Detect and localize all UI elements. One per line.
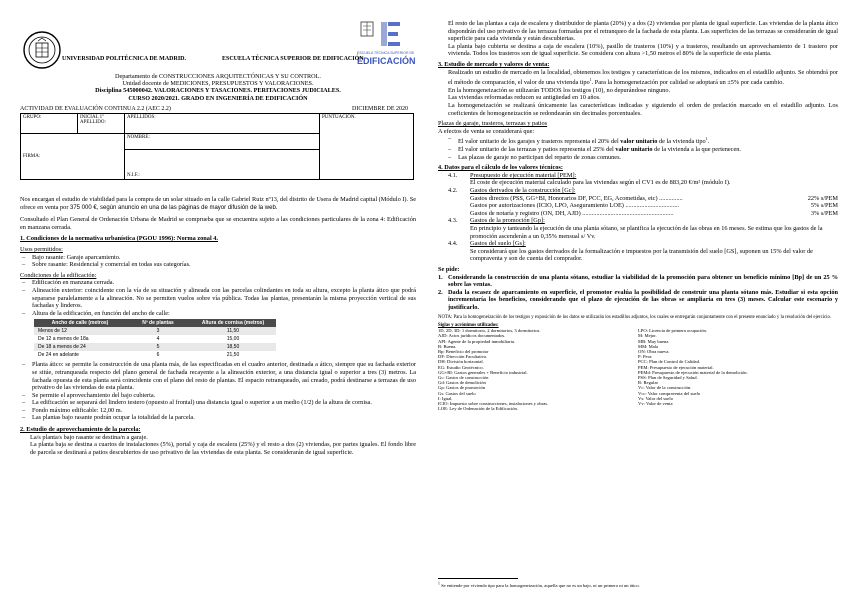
table-cell: 15,00	[226, 336, 240, 343]
table-cell: Menos de 12	[34, 327, 126, 335]
sigla-item: EG: Estudio Geotécnico.	[438, 364, 484, 370]
sigla-item: Vcc: Valor compraventa del suelo	[638, 390, 701, 396]
gastos-value: 3% s/PEM	[810, 209, 838, 217]
activity-title: ACTIVIDAD DE EVALUACIÓN CONTINUA 2.2 (AEC 2.2)	[20, 106, 171, 112]
height-table-header: Altura de cornisa (metros)	[190, 319, 276, 327]
logo-text: EDIFICACIÓN	[357, 56, 416, 66]
s3-p1a: Realizado un estudio de mercado en la localidad, obtenemos los testigos y características de los mismos, indicados en el estadillo adjunto. Se obtendrá por el método de comparación, el valor de una vivienda tipo	[448, 68, 838, 87]
plazas-1b: valor unitario	[620, 138, 658, 146]
pide-number: 2.	[438, 288, 443, 296]
sub-text: Se considerará que los gastos derivados de la formalización e impuestos por la transmisión del suelo [GS], suponen un 15% del valor de compraventa y son de cuenta del comprador.	[470, 247, 813, 263]
footnote-text	[438, 583, 640, 588]
intro-1b: 375 000 €, según anuncio en una de las páginas de mayor difusión de la web.	[70, 204, 278, 211]
sub-4-2	[438, 187, 838, 217]
sigla-item: LPO: Licencia de primera ocupación.	[638, 328, 708, 334]
cond2-item: – Se permite el aprovechamiento del bajo cubierta.	[32, 392, 416, 400]
dept-line-4: CURSO 2020/2021. GRADO EN INGENIERÍA DE EDIFICACIÓN	[128, 94, 308, 102]
gastos-row	[470, 202, 838, 210]
dept-line-3: Disciplina 545000042. VALORACIONES Y TASACIONES. PERITACIONES JUDICIALES.	[95, 87, 341, 95]
height-table	[34, 319, 276, 359]
sigla-item: Vc: Valor de la construcción.	[638, 385, 692, 391]
table-cell: 4	[156, 336, 160, 343]
intro-paragraph-1	[20, 196, 416, 212]
sub-title: Gastos del suelo [Gs]:	[470, 240, 526, 248]
sub-title: Gastos derivados de la construcción [Gc]:	[470, 187, 576, 195]
pide-item-1	[438, 274, 838, 289]
right-paragraph-1: El resto de las plantas a caja de escalera y distribuidor de planta (20%) y a dos (2) viviendas por planta de igual superficie. Las viviendas de la planta ático dispondrán del uso privativo de las terrazas formadas por el retranqueo de la fachada de esta planta. Las superficies de las terrazas se considerarán de igual superficie para cada vivienda y están descubiertas.	[448, 20, 838, 43]
pide-title: Se pide:	[438, 266, 460, 273]
plazas-item: – Las plazas de garaje no participan del reparto de zonas comunes.	[458, 154, 838, 162]
cond2-item: – Planta ático: se permite la construcción de una planta más, de las especificadas en el cuadro anterior, destinada a ático, siempre que su fachada exterior se sitúe, retranqueada respecto del plano general de fachada recayente a la alineación exterior, a una distancia igual o superior a tres (3) metros. La fachada opuesta de esta planta será coincidente con el plano del resto de plantas. El espacio retranqueado, así creado, podrá destinarse a terrazas de uso privativo de las viviendas de esta planta.	[32, 361, 416, 391]
sub-4-4	[438, 240, 838, 263]
sigla-item: AJD: Actos jurídicos documentados.	[438, 333, 506, 339]
cond-item: – Edificación en manzana cerrada.	[32, 279, 416, 287]
sigla-item: Bp: Beneficio del promotor	[438, 348, 489, 354]
sigla-item: Gp: Gastos de promoción	[438, 385, 486, 391]
plazas-1a: El valor unitario de los garajes y trasteros representa el 20% del	[458, 138, 621, 146]
table-cell: 18,50	[190, 343, 276, 351]
sub-title: Presupuesto de ejecución material [PEM]:	[470, 171, 577, 179]
sigla-item: PEMd: Presupuesto de ejecución material de la demolición.	[638, 369, 748, 375]
gastos-label: Gastos directos (PSS, GG+BI, Honorarios DF, PCC, EG, Acometidas, etc) ...............	[470, 194, 683, 202]
sub-number: 4.2.	[448, 187, 458, 195]
sigla-item: I: Igual.	[438, 395, 453, 401]
section-1-title: 1. Condiciones de la normativa urbanística (PGOU 1996): Norma zonal 4.	[20, 235, 218, 243]
intro-1a: Nos encargan el estudio de viabilidad para la compra de un solar situado en la calle Gabriel Ruiz nº13, del distrito de Usera de Madrid capital (Módulo I). Se ofrece en venta por	[20, 196, 416, 211]
school-name: ESCUELA TÉCNICA SUPERIOR DE EDIFICACIÓN	[222, 56, 364, 62]
plazas-list	[438, 135, 838, 161]
sigla-item: LOE: Ley de Ordenación de la Edificación.	[438, 406, 518, 412]
plazas-item: – El valor unitario de los garajes y trasteros representa el 20% del valor unitario de la vivienda tipo$^1$.	[458, 135, 838, 146]
pide-number: 1.	[438, 273, 443, 281]
sigla-item: GG+BI: Gastos generales + Beneficio industrial.	[438, 369, 528, 375]
cond-title: Condiciones de la edificación:	[20, 271, 97, 279]
sub-4-3	[438, 217, 838, 240]
plazas-title: Plazas de garaje, trasteros, terrazas y patios	[438, 120, 548, 128]
table-cell: De 12 a menos de 18a	[38, 336, 89, 343]
sub-4-1	[438, 172, 838, 187]
sigla-item: 1D, 2D, 3D: 1 dormitorio, 2 dormitorios, 3 dormitorios.	[438, 328, 541, 334]
section-2-paragraph: La planta baja se destina a cuartos de instalaciones (5%), portal y caja de escalera (25%) y el resto a dos (2) viviendas, por partes iguales. El fondo libre de parcela se destinará a patios descubiertos de uso privativo de las viviendas de esta planta. Se considerarán de igual superficie.	[30, 441, 416, 456]
university-name: UNIVERSIDAD POLITÉCNICA DE MADRID.	[62, 56, 187, 62]
sigla-item: Vs: Valor del suelo	[638, 395, 674, 401]
sigla-item: P: Peor.	[638, 354, 653, 360]
sigla-item: B: Buena.	[438, 343, 457, 349]
sigla-item: API: Agente de la propiedad inmobiliaria.	[438, 338, 516, 344]
sigla-item: MM: Mala	[638, 343, 659, 349]
sigla-item: ON: Obra nueva.	[638, 348, 670, 354]
footnote-mark: 1	[438, 581, 440, 585]
section-3-paragraph-2: En la homogeneización se utilizarán TODOS los testigos (10), no depurándose ninguno.	[448, 86, 671, 94]
department-block	[20, 73, 416, 102]
plazas-intro: A efectos de venta se considerará que:	[438, 127, 535, 135]
nota: NOTA: Para la homogeneización de los testigos y exposición de los datos se utilizarán los estadillos adjuntos, los cuales se entregarán conjuntamente con el presente enunciado y la resolución del ejercicio.	[438, 314, 832, 320]
form-firma[interactable]: FIRMA:	[21, 134, 125, 180]
table-cell: De 24 en adelante	[38, 352, 79, 359]
cond-item: – Altura de la edificación, en función del ancho de calle:	[32, 310, 416, 318]
plazas-item	[458, 146, 838, 154]
siglas-list	[438, 328, 838, 411]
sigla-item: DH: División horizontal.	[438, 359, 484, 365]
form-nif[interactable]: N.I.F.:	[125, 150, 320, 180]
sigla-item: MB: Muy buena	[638, 338, 669, 344]
plazas-2b: valor unitario	[615, 146, 653, 154]
dept-line-2: Unidad docente de MEDICIONES, PRESUPUESTOS Y VALORACIONES.	[122, 80, 314, 88]
sub-number: 4.3.	[448, 217, 458, 225]
plazas-2a: El valor unitario de las terrazas y patios representa el 25% del	[458, 146, 616, 154]
cond-list	[20, 279, 416, 317]
gastos-value: 22% s/PEM	[807, 194, 838, 202]
form-grupo[interactable]: GRUPO:	[21, 114, 78, 134]
sigla-item: PSS: Plan de Seguridad y Salud.	[638, 374, 698, 380]
sigla-item: ICIO: Impuesto sobre construcciones, instalaciones y obras.	[438, 401, 549, 406]
usos-title: Usos permitidos:	[20, 245, 63, 253]
table-cell: De 18 a menos de 24	[34, 343, 126, 351]
footnote-ref: 1	[705, 136, 708, 142]
footnote	[438, 578, 838, 588]
usos-item: – Sobre rasante: Residencial y comercial en todas sus categorías.	[32, 261, 416, 269]
sigla-item: M: Mejor.	[638, 333, 657, 339]
usos-list	[20, 254, 416, 269]
intro-paragraph-2: Consultado el Plan General de Ordenación Urbana de Madrid se comprueba que se encuentra sujeto a las condiciones particulares de la zona 4: Edificación en manzana cerrada.	[20, 216, 416, 231]
usos-item: – Bajo rasante: Garaje aparcamiento.	[32, 254, 416, 262]
right-paragraph-2: La planta bajo cubierta se destina a caja de escalera (10%), pasillo de trasteros (10%) y a trasteros, resultando un aprovechamiento de 1 trastero por vivienda. Todos los trasteros son de igual superficie. Se considera con altura >1,50 metros el 80% de la superficie de esta planta.	[448, 42, 838, 58]
sigla-item: PCC: Plan de Control de Calidad.	[638, 359, 701, 365]
height-table-header: Nº de plantas	[126, 319, 190, 327]
gastos-value: 5% s/PEM	[810, 202, 838, 210]
upm-seal-logo	[22, 30, 62, 70]
cond2-item: – Fondo máximo edificable: 12,00 m.	[32, 407, 416, 415]
table-cell: 21,50	[226, 352, 240, 359]
form-inicial[interactable]: INICIAL 1º APELLIDO:	[78, 114, 125, 134]
pide-text: Considerando la construcción de una planta sótano, estudiar la viabilidad de la promoción para obtener un beneficio mínimo [Bp] de un 25 % sobre las ventas.	[448, 273, 838, 289]
table-row	[34, 351, 276, 359]
siglas-right	[638, 328, 838, 411]
table-cell: 11,50	[190, 327, 276, 335]
section-4-title: 4. Datos para el cálculo de los valores técnicos:	[438, 164, 563, 172]
cond2-list	[20, 361, 416, 422]
sub-title: Gastos de la promoción [Gp]:	[470, 217, 545, 225]
dept-line-1: Departamento de CONSTRUCCIONES ARQUITECTÓNICAS Y SU CONTROL.	[115, 73, 321, 80]
logo-subtitle: ESCUELA TÉCNICA SUPERIOR DE	[357, 51, 415, 55]
footnote-body: Se entiende por vivienda tipo para la homogeneización, aquella que no es un bajo, ni un primero ni un ático.	[441, 582, 640, 588]
sub-text: El coste de ejecución material calculado para las viviendas según el CV1 es de 883,20 €/m² (módulo I).	[470, 179, 731, 187]
etsem-logo	[357, 20, 415, 68]
table-cell: 3	[126, 327, 190, 335]
s3-p1b: . Para la homogeneización por calidad se adoptará un ±5% por cada cambio.	[591, 79, 784, 87]
sub-text: En principio y tanteando la ejecución de una planta sótano, se planifica la ejecución de las obras en 16 meses. Se estima que los gastos de la promoción ascenderán a un 0,35% mensual s/ Vv.	[470, 225, 823, 240]
footnote-ref: 1	[589, 77, 592, 83]
student-form	[20, 113, 414, 180]
section-3-title: 3. Estudio de mercado y valores de venta:	[438, 60, 550, 68]
cond-item: – Alineación exterior: coincidente con la vía de su situación y alineada con las parcelas colindantes en toda su altura, excepto la planta ático que podrá separarse paralelamente a la alineación. No se permiten vuelos sobre vía pública. Todas las plantas, presentarán la misma proyección vertical de sus fachadas y linderos.	[32, 287, 416, 310]
form-apellidos[interactable]: APELLIDOS:	[125, 114, 320, 134]
gastos-label: Gastos de notaría y registro (ON, DH, AJD) ..........................................................	[470, 209, 674, 217]
sigla-item: Gc: Gastos de construcción	[438, 374, 489, 380]
section-3-paragraph-1	[438, 69, 838, 87]
sigla-item: Vv: Valor de venta	[638, 401, 673, 406]
section-3-paragraph-3: Las viviendas reformadas reducen su antigüedad en 10 años.	[448, 94, 601, 102]
left-column	[20, 196, 416, 456]
table-row	[34, 327, 276, 335]
siglas-left	[438, 328, 638, 411]
table-row	[34, 335, 276, 343]
footnote-divider	[438, 578, 518, 579]
section-3-paragraph-4: La homogeneización se realizará únicamente las características indicadas y siguiendo el orden de prelación marcado en el estadillo adjunto. Los coeficientes de homogeneización se redondearán sin decimales porcentuales.	[448, 102, 838, 117]
sub-number: 4.4.	[448, 240, 458, 248]
gastos-row	[470, 210, 838, 218]
siglas-title: Siglas y acrónimos utilizados:	[438, 323, 499, 329]
gastos-row	[470, 195, 838, 203]
cond2-item: – La edificación se separará del lindero testero (opuesto al frontal) una distancia igual o superior a un medio (1/2) de la altura de cornisa.	[32, 399, 416, 407]
cond2-item: – Las plantas bajo rasante podrán ocupar la totalidad de la parcela.	[32, 414, 416, 422]
sigla-item: Gs: Gastos del suelo	[438, 390, 476, 396]
gastos-label: Gastos por autorizaciones (ICIO, LPO, Aseguramiento LOE) ..................................	[470, 202, 679, 210]
plazas-1c: de la vivienda tipo	[657, 138, 706, 146]
table-row	[34, 343, 276, 351]
table-cell: 6	[156, 352, 160, 359]
sigla-item: PEM: Presupuesto de ejecución material.	[638, 364, 714, 370]
right-column	[438, 20, 838, 411]
form-nombre[interactable]: NOMBRE:	[125, 134, 320, 150]
activity-line	[20, 106, 416, 112]
sigla-item: DF: Dirección Facultativa.	[438, 354, 488, 360]
table-cell: 5	[126, 343, 190, 351]
form-puntuacion: PUNTUACIÓN.	[320, 114, 414, 180]
sigla-item: R: Regular	[638, 380, 659, 386]
activity-date: DICIEMBRE DE 2020	[352, 106, 408, 112]
plazas-2c: de la vivienda a la que pertenecen.	[652, 146, 741, 154]
pide-item-2	[438, 289, 838, 312]
sigla-item: Gd: Gastos de demolición	[438, 380, 486, 386]
section-2-title: 2. Estudio de aprovechamiento de la parcela:	[20, 426, 141, 434]
pide-text: Dada la escasez de aparcamiento en superficie, el promotor evalúa la posibilidad de construir una planta sótano más. Estudiar si esta opción incrementaría los beneficios, considerando que el plazo de ejecución de las obras se ampliaría en tres (3) meses. Calcular este escenario y justificarlo.	[448, 288, 838, 311]
section-2-sub: La/s planta/s bajo rasante se destina/n a garaje.	[30, 433, 148, 441]
sub-number: 4.1.	[448, 171, 458, 179]
height-table-header: Ancho de calle (metros)	[34, 319, 126, 327]
